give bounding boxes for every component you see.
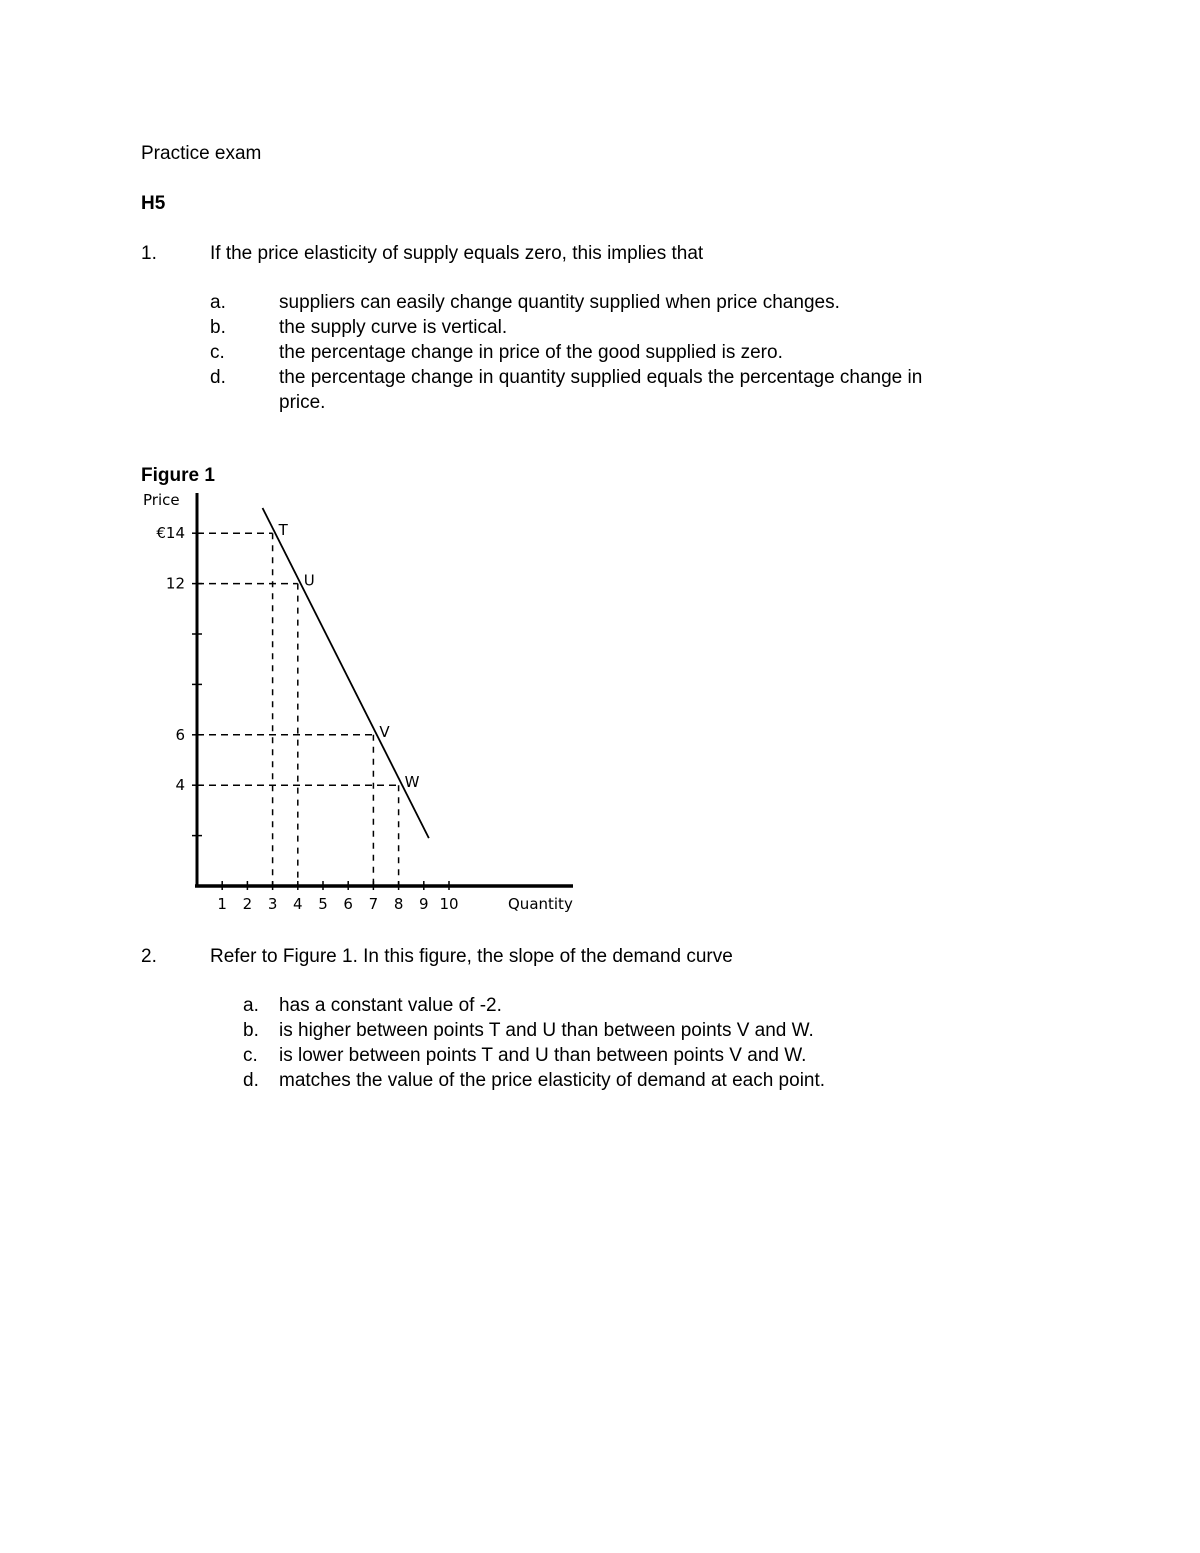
point-label-u: U	[303, 571, 315, 590]
q1-option-b-letter: b.	[210, 317, 226, 338]
q2-number: 2.	[141, 946, 157, 967]
x-tick-label: 4	[293, 895, 303, 913]
x-tick-label: 2	[242, 895, 253, 913]
q2-option-b-text: is higher between points T and U than between points V and W.	[279, 1020, 814, 1041]
q1-option-a-text: suppliers can easily change quantity supplied when price changes.	[279, 292, 840, 313]
guide-lines	[197, 533, 399, 886]
x-tick-label: 1	[217, 895, 227, 913]
x-tick-label: 10	[439, 895, 459, 913]
q1-number: 1.	[141, 243, 157, 264]
q1-option-a-letter: a.	[210, 292, 226, 313]
q2-option-a-text: has a constant value of -2.	[279, 995, 502, 1016]
x-tick-label: 9	[419, 895, 429, 913]
x-tick-label: 3	[267, 895, 278, 913]
point-labels	[278, 521, 420, 791]
y-tick-label: 4	[175, 776, 185, 795]
q1-option-d-text: the percentage change in quantity supplied equals the percentage change in	[279, 367, 923, 388]
x-tick-label: 7	[368, 895, 379, 913]
q2-option-c-text: is lower between points T and U than between points V and W.	[279, 1045, 807, 1066]
point-label-v: V	[379, 722, 390, 741]
q2-option-c-letter: c.	[243, 1045, 258, 1066]
point-label-w: W	[404, 773, 420, 792]
q2-option-a-letter: a.	[243, 995, 259, 1016]
q1-option-c-letter: c.	[210, 342, 225, 363]
y-ticks	[156, 524, 202, 835]
x-tick-label: 6	[343, 895, 353, 913]
x-tick-label: 5	[318, 895, 328, 913]
q2-option-d-text: matches the value of the price elasticity of demand at each point.	[279, 1070, 826, 1091]
q2-question: Refer to Figure 1. In this figure, the slope of the demand curve	[210, 946, 733, 967]
y-tick-label: 12	[165, 574, 185, 593]
y-axis-label: Price	[143, 491, 180, 509]
q1-question: If the price elasticity of supply equals zero, this implies that	[210, 243, 704, 264]
demand-chart	[130, 485, 590, 925]
q1-option-b-text: the supply curve is vertical.	[279, 317, 508, 338]
doc-title: Practice exam	[141, 143, 262, 164]
q1-option-d-letter: d.	[210, 367, 226, 388]
q1-option-d-continuation: price.	[279, 392, 326, 413]
y-tick-label: €14	[156, 524, 185, 543]
x-axis-label: Quantity	[508, 895, 573, 913]
x-tick-label: 8	[393, 895, 404, 913]
y-tick-label: 6	[175, 725, 185, 744]
q2-option-b-letter: b.	[243, 1020, 259, 1041]
q2-option-d-letter: d.	[243, 1070, 259, 1091]
q1-option-c-text: the percentage change in price of the good supplied is zero.	[279, 342, 783, 363]
point-label-t: T	[278, 521, 288, 540]
section-heading: H5	[141, 193, 166, 214]
figure-caption: Figure 1	[141, 465, 215, 486]
